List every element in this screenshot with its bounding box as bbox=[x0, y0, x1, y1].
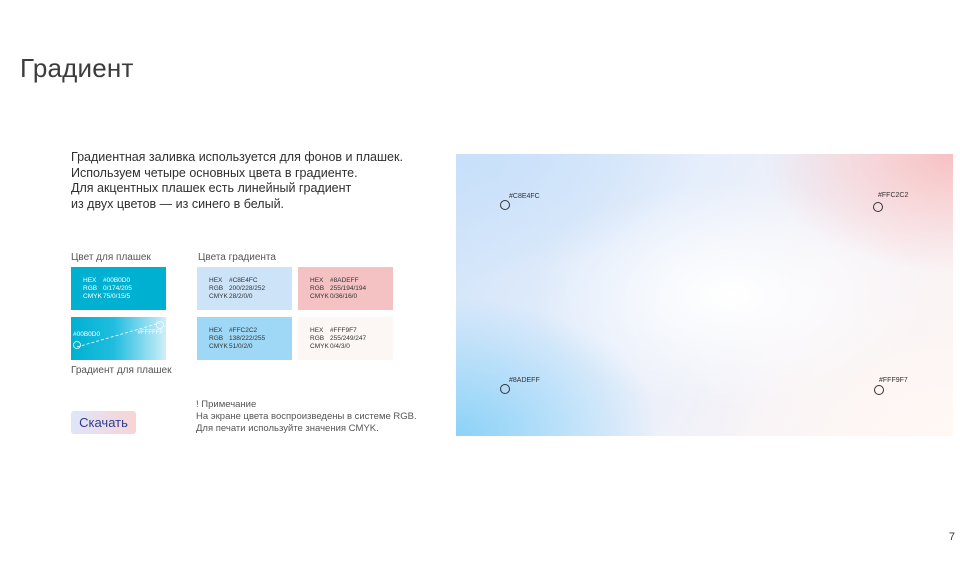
hex-value: #00B0D0 bbox=[103, 277, 131, 284]
hex-key: HEX bbox=[310, 327, 324, 334]
point-marker-top-right bbox=[873, 202, 883, 212]
rgb-key: RGB bbox=[209, 285, 224, 292]
plate-color-label: Цвет для плашек bbox=[71, 252, 151, 263]
point-label-top-right: #FFC2C2 bbox=[878, 192, 909, 199]
intro-line: из двух цветов — из синего в белый. bbox=[71, 196, 285, 211]
cmyk-key: CMYK bbox=[209, 293, 228, 300]
intro-line: Градиентная заливка используется для фонов и плашек. bbox=[71, 150, 403, 164]
hex-key: HEX bbox=[310, 277, 324, 284]
note-line: На экране цвета воспроизведены в системе RGB. bbox=[196, 411, 417, 422]
point-marker-top-left bbox=[500, 200, 510, 210]
gradient-direction-line bbox=[71, 317, 166, 360]
cmyk-value: 0/4/3/0 bbox=[330, 343, 350, 350]
hex-value: #C8E4FC bbox=[229, 277, 258, 284]
page-number: 7 bbox=[948, 531, 955, 543]
hex-key: HEX bbox=[83, 277, 97, 284]
cmyk-value: 75/0/15/5 bbox=[103, 293, 131, 300]
rgb-value: 138/222/255 bbox=[229, 335, 266, 342]
cmyk-key: CMYK bbox=[209, 343, 228, 350]
rgb-key: RGB bbox=[83, 285, 98, 292]
rgb-value: 255/194/194 bbox=[330, 285, 367, 292]
gradient-end-value: #FFFFFF bbox=[137, 330, 163, 336]
note-line: Для печати используйте значения CMYK. bbox=[196, 423, 379, 434]
note-heading: ! Примечание bbox=[196, 399, 257, 410]
plate-gradient-swatch bbox=[71, 317, 166, 360]
hex-key: HEX bbox=[209, 327, 223, 334]
rgb-key: RGB bbox=[209, 335, 224, 342]
intro-line: Для акцентных плашек есть линейный градиент bbox=[71, 181, 352, 195]
cmyk-value: 51/0/2/0 bbox=[229, 343, 253, 350]
hex-value: #8ADEFF bbox=[330, 277, 359, 284]
rgb-key: RGB bbox=[310, 335, 325, 342]
rgb-value: 0/174/205 bbox=[103, 285, 132, 292]
gradient-swatch bbox=[197, 317, 292, 360]
gradient-colors-label: Цвета градиента bbox=[198, 252, 276, 263]
cmyk-key: CMYK bbox=[83, 293, 102, 300]
gradient-swatch bbox=[298, 317, 393, 360]
gradient-preview bbox=[456, 154, 953, 436]
point-marker-bottom-right bbox=[874, 385, 884, 395]
point-label-bottom-right: #FFF9F7 bbox=[879, 377, 908, 384]
intro-text bbox=[71, 150, 403, 212]
rgb-value: 200/228/252 bbox=[229, 285, 266, 292]
note bbox=[196, 399, 417, 435]
cmyk-value: 28/2/0/0 bbox=[229, 293, 253, 300]
hex-value: #FFC2C2 bbox=[229, 327, 258, 334]
point-label-bottom-left: #8ADEFF bbox=[509, 377, 540, 384]
cmyk-key: CMYK bbox=[310, 343, 329, 350]
hex-key: HEX bbox=[209, 277, 223, 284]
rgb-key: RGB bbox=[310, 285, 325, 292]
plate-gradient-label: Градиент для плашек bbox=[71, 365, 172, 376]
gradient-swatch bbox=[298, 267, 393, 310]
rgb-value: 255/249/247 bbox=[330, 335, 367, 342]
cmyk-key: CMYK bbox=[310, 293, 329, 300]
point-label-top-left: #C8E4FC bbox=[509, 193, 540, 200]
intro-line: Используем четыре основных цвета в градиенте. bbox=[71, 165, 358, 180]
plate-color-swatch bbox=[71, 267, 166, 310]
hex-value: #FFF9F7 bbox=[330, 327, 357, 334]
cmyk-value: 0/36/16/0 bbox=[330, 293, 358, 300]
gradient-swatch bbox=[197, 267, 292, 310]
page-title: Градиент bbox=[20, 53, 134, 84]
gradient-start-value: #00B0D0 bbox=[73, 331, 101, 338]
download-button[interactable]: Скачать bbox=[71, 411, 136, 434]
point-marker-bottom-left bbox=[500, 384, 510, 394]
